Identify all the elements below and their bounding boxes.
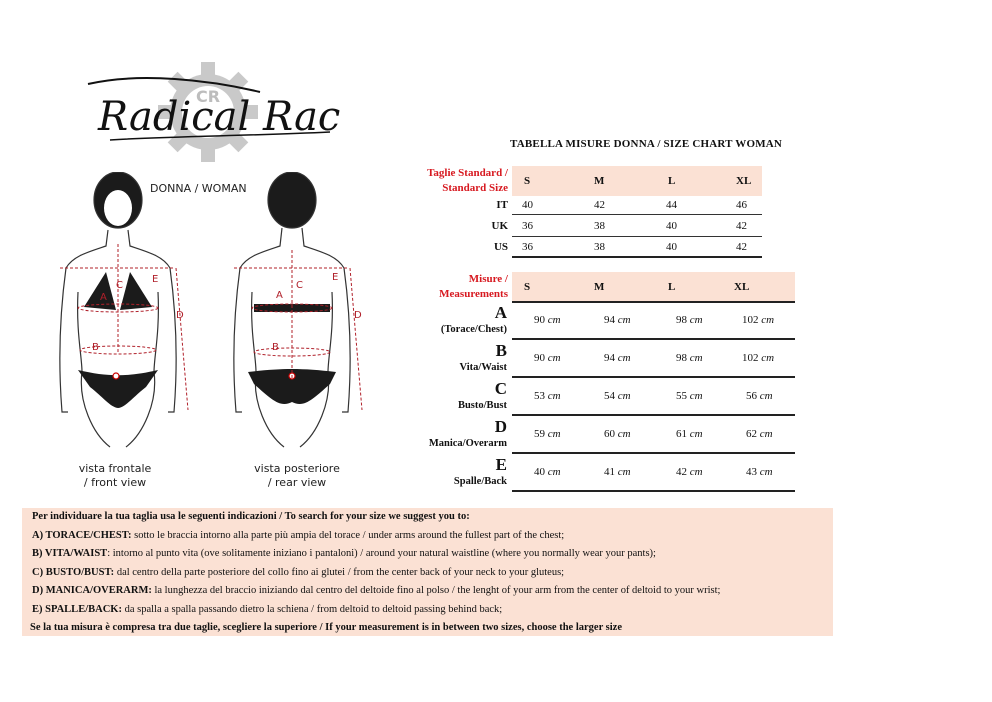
measure-row-e-name: Spalle/Back <box>453 476 507 487</box>
standard-size-label-line2: Standard Size <box>442 182 508 194</box>
standard-size-label-line1: Taglie Standard / <box>427 167 508 179</box>
standard-size-s: S <box>524 175 531 187</box>
measure-row-a-s: 90 cm <box>534 314 561 326</box>
measure-row-e-xl: 43 cm <box>746 466 773 478</box>
standard-row-uk-label: UK <box>491 220 508 232</box>
standard-row-uk-l: 40 <box>666 220 677 232</box>
rear-caption-2: / rear view <box>267 476 327 489</box>
measure-row-c-l: 55 cm <box>676 390 703 402</box>
measure-size-l: L <box>668 281 676 293</box>
standard-row-it-xl: 46 <box>736 199 747 211</box>
measure-row-d-name: Manica/Overarm <box>428 438 507 449</box>
figure-header: DONNA / WOMAN <box>150 182 247 195</box>
instruction-bust: C) BUSTO/BUST: dal centro della parte posteriore del collo fino ai glutei / from the center back of your neck to your gluteus; <box>32 567 565 578</box>
measure-label <box>400 272 508 302</box>
measure-row-divider <box>512 414 795 416</box>
measure-size-s: S <box>524 281 531 293</box>
front-caption-2: / front view <box>83 476 147 489</box>
measure-row-b-l: 98 cm <box>676 352 703 364</box>
standard-row-divider <box>512 256 762 258</box>
measure-row-c-xl: 56 cm <box>746 390 773 402</box>
measure-header-divider <box>512 301 795 303</box>
brand-logo <box>80 62 340 177</box>
measure-row-a-m: 94 cm <box>604 314 631 326</box>
measure-row-d-s: 59 cm <box>534 428 561 440</box>
measure-row-b-xl: 102 cm <box>742 352 775 364</box>
rear-label-a: A <box>276 290 283 301</box>
front-label-b: B <box>92 342 99 353</box>
measure-row-c-s: 53 cm <box>534 390 561 402</box>
rear-label-e: E <box>332 272 339 283</box>
front-label-a: A <box>100 292 107 303</box>
standard-size-label <box>400 166 508 196</box>
measure-size-m: M <box>594 281 605 293</box>
measure-row-divider <box>512 452 795 454</box>
instruction-back: E) SPALLE/BACK: da spalla a spalla passando dietro la schiena / from deltoid to deltoid passing behind back; <box>32 604 503 615</box>
standard-row-it-s: 40 <box>522 199 533 211</box>
front-label-d: D <box>176 310 184 321</box>
measure-row-d-letter: D <box>494 417 507 436</box>
standard-row-us-l: 40 <box>666 241 677 253</box>
logo-monogram: CR <box>195 87 221 106</box>
rear-figure <box>212 172 382 462</box>
measure-row-d-l: 61 cm <box>676 428 703 440</box>
standard-row-us-xl: 42 <box>736 241 747 253</box>
measure-size-xl: XL <box>734 281 750 293</box>
measure-row-d-xl: 62 cm <box>746 428 773 440</box>
measure-row-e-m: 41 cm <box>604 466 631 478</box>
standard-size-l: L <box>668 175 676 187</box>
standard-row-uk-s: 36 <box>522 220 533 232</box>
instructions-outro: Se la tua misura è compresa tra due taglie, scegliere la superiore / If your measurement is in between two sizes, choose the larger size <box>30 622 622 633</box>
standard-row-divider <box>512 214 762 215</box>
measure-row-a-letter: A <box>494 303 507 322</box>
front-figure <box>38 172 208 462</box>
standard-row-divider <box>512 236 762 237</box>
instructions-panel <box>22 508 833 636</box>
instruction-chest: A) TORACE/CHEST: sotto le braccia intorno alla parte più ampia del torace / under arms around the fullest part of the chest; <box>32 530 565 541</box>
measure-row-c-m: 54 cm <box>604 390 631 402</box>
rear-caption-1: vista posteriore <box>254 462 340 475</box>
instruction-waist: B) VITA/WAIST: intorno al punto vita (ove solitamente iniziano i pantaloni) / around your natural waistline (where you normally wear your pants); <box>32 548 656 559</box>
rear-label-c: C <box>296 280 303 291</box>
measure-row-divider <box>512 338 795 340</box>
standard-row-us-s: 36 <box>522 241 533 253</box>
measure-row-c-letter: C <box>494 379 507 398</box>
measure-row-e-l: 42 cm <box>676 466 703 478</box>
standard-row-uk-xl: 42 <box>736 220 747 232</box>
front-label-c: C <box>116 280 123 291</box>
measure-label-line2: Measurements <box>439 288 508 300</box>
measure-header-band <box>512 272 795 302</box>
standard-size-m: M <box>594 175 605 187</box>
measure-row-b-s: 90 cm <box>534 352 561 364</box>
measure-row-divider <box>512 490 795 492</box>
measure-row-e-s: 40 cm <box>534 466 561 478</box>
standard-row-it-l: 44 <box>666 199 677 211</box>
measure-row-d-m: 60 cm <box>604 428 631 440</box>
standard-row-it-m: 42 <box>594 199 605 211</box>
measure-row-divider <box>512 376 795 378</box>
chart-title: TABELLA MISURE DONNA / SIZE CHART WOMAN <box>510 138 783 150</box>
rear-label-d: D <box>354 310 362 321</box>
measure-row-c-name: Busto/Bust <box>457 400 507 411</box>
standard-row-us-m: 38 <box>594 241 605 253</box>
measure-row-b-m: 94 cm <box>604 352 631 364</box>
rear-label-b: B <box>272 342 279 353</box>
measure-row-a-name: (Torace/Chest) <box>440 324 507 335</box>
measure-row-b-letter: B <box>495 341 507 360</box>
instructions-intro: Per individuare la tua taglia usa le seguenti indicazioni / To search for your size we suggest you to: <box>32 511 470 522</box>
measure-label-line1: Misure / <box>468 273 508 285</box>
standard-row-uk-m: 38 <box>594 220 605 232</box>
standard-size-xl: XL <box>736 175 752 187</box>
measure-row-b-name: Vita/Waist <box>459 362 507 373</box>
front-caption-1: vista frontale <box>78 462 152 475</box>
front-label-e: E <box>152 274 159 285</box>
instruction-overarm: D) MANICA/OVERARM: la lunghezza del braccio iniziando dal centro del deltoide fino al polso / the lenght of your arm from the center of deltoid to your wrist; <box>32 585 721 596</box>
standard-row-us-label: US <box>493 241 508 253</box>
logo-wordmark: Radical Rac <box>98 94 340 140</box>
measure-row-a-l: 98 cm <box>676 314 703 326</box>
standard-row-it-label: IT <box>496 199 508 211</box>
standard-size-header-band <box>512 166 762 196</box>
measure-row-e-letter: E <box>495 455 507 474</box>
measure-row-a-xl: 102 cm <box>742 314 775 326</box>
